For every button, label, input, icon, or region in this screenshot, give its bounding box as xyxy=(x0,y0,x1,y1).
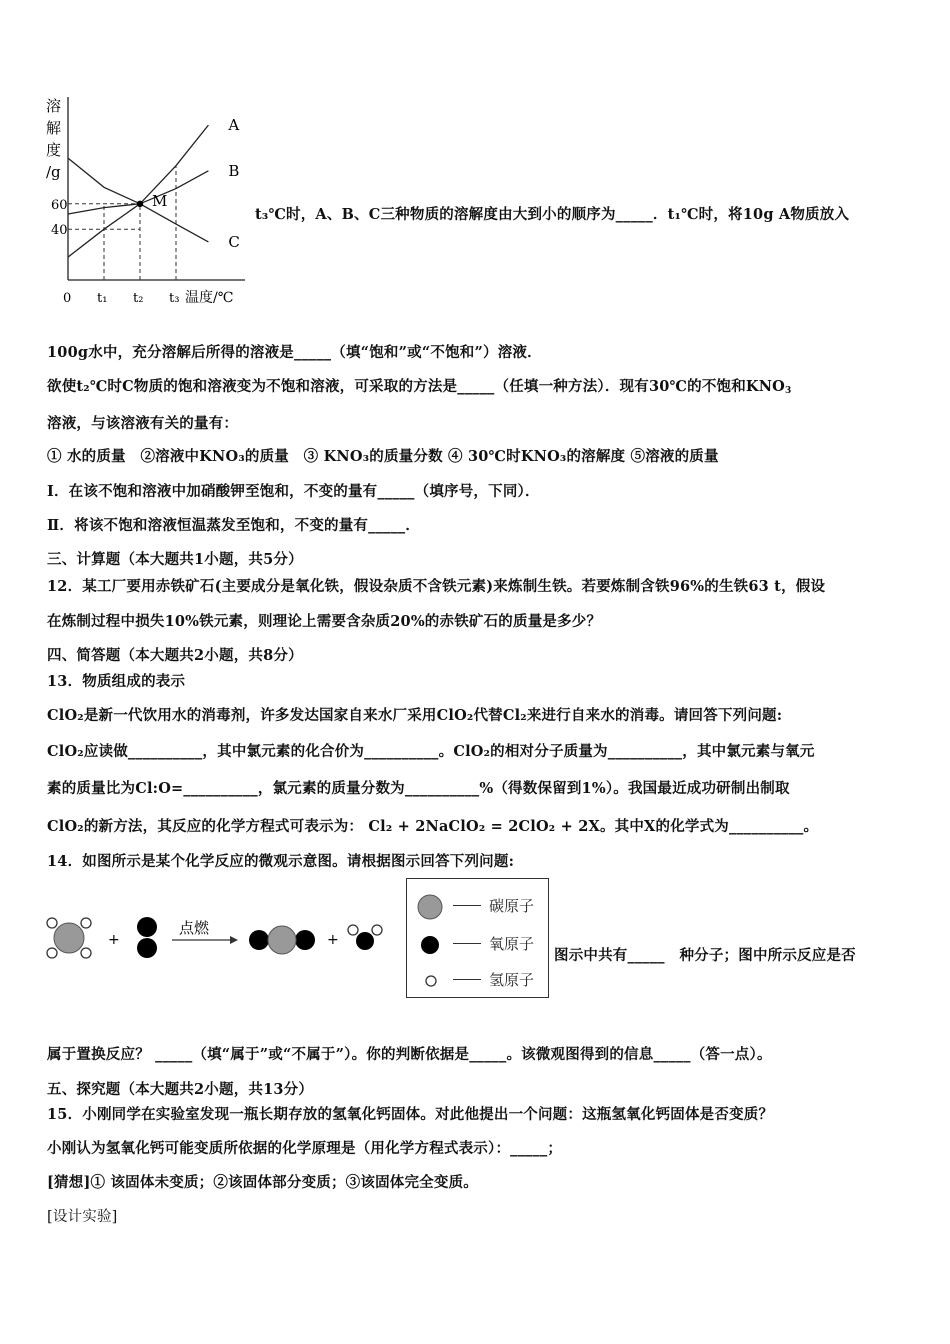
q14-line2: 属于置换反应？ _____（填“属于”或“不属于”）。你的判断依据是_____。该微观图得到的信息_____（答一点）。 xyxy=(47,1046,772,1063)
legend-label-oxygen: 氧原子 xyxy=(489,935,535,953)
legend-dash xyxy=(453,905,481,906)
oxygen-molecule xyxy=(137,917,157,958)
x-tick-label: t₁ xyxy=(97,291,108,306)
methane-molecule xyxy=(47,918,91,958)
plus-sign-1: + xyxy=(108,932,120,948)
q11-line3-sub: 3 xyxy=(785,386,792,396)
q13-line2: ClO₂应读做__________，其中氯元素的化合价为__________。ClO₂的相对分子质量为__________，其中氯元素与氧元 xyxy=(47,743,815,760)
x-tick-label: t₂ xyxy=(133,291,144,306)
y-tick-label: 40 xyxy=(51,223,68,239)
section-5-heading: 五、探究题（本大题共2小题，共13分） xyxy=(47,1081,314,1098)
water-molecule xyxy=(348,925,382,950)
series-label-A: A xyxy=(228,116,240,135)
reaction-diagram xyxy=(40,905,390,975)
arrow-head-icon xyxy=(230,936,238,944)
q15-line2: 小刚认为氢氧化钙可能变质所依据的化学原理是（用化学方程式表示）：_____； xyxy=(47,1140,563,1157)
q11-options: ① 水的质量 ②溶液中KNO₃的质量 ③ KNO₃的质量分数 ④ 30℃时KNO₃的溶解度 ⑤溶液的质量 xyxy=(47,448,719,465)
q11-line3 xyxy=(47,375,791,396)
q14-line1: 14．如图所示是某个化学反应的微观示意图。请根据图示回答下列问题: xyxy=(47,853,515,870)
section-3-heading: 三、计算题（本大题共1小题，共5分） xyxy=(47,551,303,568)
q11-side-text: t₃℃时，A、B、C三种物质的溶解度由大到小的顺序为_____．t₁℃时，将10g A物质放入 xyxy=(255,206,850,223)
solubility-chart xyxy=(40,95,255,320)
q13-line3: 素的质量比为Cl:O=__________，氯元素的质量分数为__________%（得数保留到1%）。我国最近成功研制出制取 xyxy=(47,780,790,797)
q12-line2: 在炼制过程中损失10%铁元素，则理论上需要含杂质20%的赤铁矿石的质量是多少？ xyxy=(47,613,602,630)
y-axis-label-char: 解 xyxy=(46,119,62,137)
q11-line3-text: 欲使t₂℃时C物质的饱和溶液变为不饱和溶液，可采取的方法是_____（任填一种方法）．现有30℃的不饱和KNO xyxy=(47,378,785,395)
q13-line4: ClO₂的新方法，其反应的化学方程式可表示为： Cl₂ + 2NaClO₂ = 2ClO₂ + 2X。其中X的化学式为__________。 xyxy=(47,818,819,835)
legend-row-carbon xyxy=(407,891,548,921)
arrow-label: 点燃 xyxy=(179,919,210,937)
plus-sign-2: + xyxy=(327,932,339,948)
series-line-A xyxy=(68,125,208,257)
section-4-heading: 四、简答题（本大题共2小题，共8分） xyxy=(47,647,303,664)
hydrogen-atom-icon xyxy=(421,971,441,991)
q15-line1: 15．小刚同学在实验室发现一瓶长期存放的氢氧化钙固体。对此他提出一个问题：这瓶氢氧化钙固体是否变质？ xyxy=(47,1106,774,1123)
oxygen-atom-icon xyxy=(417,933,443,957)
series-label-B: B xyxy=(228,161,240,180)
origin-label: 0 xyxy=(63,291,72,306)
x-axis-label: 温度/℃ xyxy=(185,290,234,306)
q11-line2: 100g水中，充分溶解后所得的溶液是_____（填“饱和”或“不饱和”）溶液． xyxy=(47,344,542,361)
carbon-atom-icon xyxy=(415,893,445,921)
legend-row-hydrogen xyxy=(407,965,548,995)
atom-legend xyxy=(406,878,549,998)
legend-label-carbon: 碳原子 xyxy=(489,897,535,915)
series-line-B xyxy=(68,171,208,214)
y-axis-label-char: /g xyxy=(46,163,61,181)
x-tick-label: t₃ xyxy=(169,291,180,306)
y-axis-label-char: 度 xyxy=(46,141,62,159)
series-label-C: C xyxy=(228,232,240,251)
legend-dash xyxy=(453,979,481,980)
legend-row-oxygen xyxy=(407,929,548,959)
q11-part2: Ⅱ．将该不饱和溶液恒温蒸发至饱和，不变的量有_____． xyxy=(47,517,421,534)
intersection-point xyxy=(137,201,143,207)
y-tick-label: 60 xyxy=(51,197,68,213)
q13-title: 13．物质组成的表示 xyxy=(47,673,186,690)
legend-label-hydrogen: 氢原子 xyxy=(489,971,535,989)
legend-dash xyxy=(453,943,481,944)
q14-side-text: 图示中共有_____ 种分子；图中所示反应是否 xyxy=(554,947,856,964)
q13-line1: ClO₂是新一代饮用水的消毒剂，许多发达国家自来水厂采用ClO₂代替Cl₂来进行自来水的消毒。请回答下列问题: xyxy=(47,707,783,724)
q15-hypothesis: [猜想]① 该固体未变质；②该固体部分变质；③该固体完全变质。 xyxy=(47,1174,478,1191)
carbon-dioxide-molecule xyxy=(249,926,315,954)
q12-line1: 12．某工厂要用赤铁矿石(主要成分是氧化铁，假设杂质不含铁元素)来炼制生铁。若要炼制含铁96%的生铁63 t，假设 xyxy=(47,578,826,595)
q11-line4: 溶液，与该溶液有关的量有： xyxy=(47,415,239,432)
q11-part1: Ⅰ．在该不饱和溶液中加硝酸钾至饱和，不变的量有_____（填序号，下同）． xyxy=(47,483,540,500)
y-axis-label-char: 溶 xyxy=(46,97,62,115)
intersection-label: M xyxy=(152,191,168,210)
q15-design-experiment: [设计实验] xyxy=(47,1209,118,1225)
